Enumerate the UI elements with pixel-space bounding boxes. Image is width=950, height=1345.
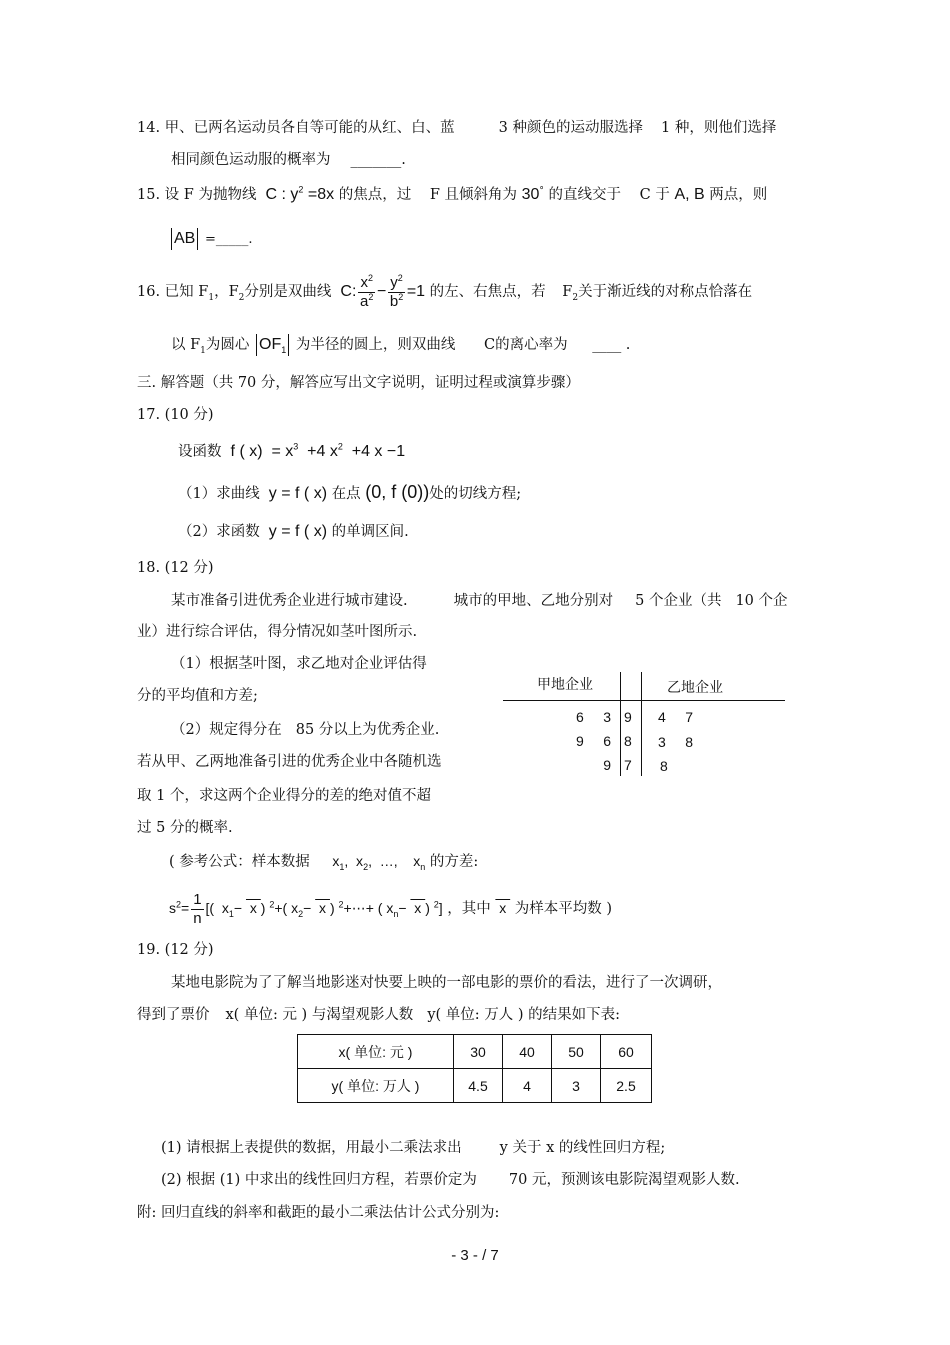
table-row-label: x( 单位: 元 ) [298,1035,454,1069]
table-cell: 3 [552,1069,601,1103]
q18-line5: （2）规定得分在 85 分以上为优秀企业. [171,722,440,738]
q15-line1: 15. 设 F 为抛物线 C : $y^2 =8x$ 的焦点，过 F 且倾斜角为 30° 的直线交于 C 于 A, B 两点，则 [137,184,768,203]
q14-line1: 14. 甲、已两名运动员各自等可能的从红、白、蓝 3 种颜色的运动服选择 1 种，则他们选择 [137,120,777,136]
table-cell: 40 [503,1035,552,1069]
q17-function: 设函数 f ( $x) = x^3 +4$ $x^2 +4$ x −1 [178,441,406,460]
q15-line2: AB =_____. [169,228,252,250]
stem-leaf-row-stem: 7 [624,757,632,773]
q17-part1: （1）求曲线 y = f ( x) 在点 (0, f (0))处的切线方程; [178,482,522,502]
stem-leaf-row-left: 9 6 [575,733,611,749]
table-row [298,1069,652,1103]
price-viewers-table [297,1034,652,1103]
table-row-label: y( 单位: 万人 ) [298,1069,454,1103]
q18-heading: 18. (12 分) [137,560,214,576]
section-3-heading: 三. 解答题（共 70 分，解答应写出文字说明，证明过程或演算步骤） [137,375,580,391]
stem-leaf-row-left: 9 [603,757,611,773]
variance-formula: $s^2=$ $\frac{1}{n}$ [( $x_1- x$ ) $^2$+( $x_2- x$ ) $^2$+⋯+ ( $x_n- x$ ) $^2$] ，其中 x 为样本平均数 ) [169,890,613,927]
q18-line2: 业）进行综合评估，得分情况如茎叶图所示. [137,624,418,640]
stem-leaf-row-left: 6 3 [575,709,611,725]
q18-reference: ( 参考公式：样本数据 $x_1$, $x_2$, …, $x_n$ 的方差: [169,853,479,872]
stem-leaf-left-header: 甲地企业 [537,676,593,692]
q19-part1: (1) 请根据上表提供的数据，用最小二乘法求出 y 关于 x 的线性回归方程; [161,1140,666,1156]
table-cell: 50 [552,1035,601,1069]
q19-appendix: 附: 回归直线的斜率和截距的最小二乘法估计公式分别为: [137,1205,500,1221]
table-cell: 2.5 [601,1069,652,1103]
q19-part2: (2) 根据 (1) 中求出的线性回归方程，若票价定为 70 元，预测该电影院渴望观影人数. [161,1172,740,1188]
q17-heading: 17. (10 分) [137,407,214,423]
q19-heading: 19. (12 分) [137,942,214,958]
stem-leaf-row-right: 3 8 [658,734,694,750]
stem-leaf-row-right: 8 [660,758,668,774]
table-cell: 60 [601,1035,652,1069]
q16-line1: 16. 已知 $F_1$，$F_2$分别是双曲线 C: $\frac{x^2}{a^2}$ − $\frac{y^2}{b^2}$ =1 的左、右焦点，若 $F_2$关于渐近线的对称点恰落在 [137,272,753,310]
q18-line6: 若从甲、乙两地准备引进的优秀企业中各随机选 [137,754,442,770]
table-cell: 30 [454,1035,503,1069]
q14-line2: 相同颜色运动服的概率为 _______. [171,152,406,168]
stem-leaf-right-header: 乙地企业 [667,679,723,695]
q18-line4: 分的平均值和方差; [137,688,258,704]
q19-line2: 得到了票价 x( 单位: 元 ) 与渴望观影人数 y( 单位: 万人 ) 的结果如下表: [137,1007,621,1023]
table-cell: 4 [503,1069,552,1103]
stem-leaf-row-stem: 8 [624,733,632,749]
stem-leaf-row-stem: 9 [624,709,632,725]
q18-line3: （1）根据茎叶图，求乙地对企业评估得 [171,656,427,672]
q16-line2: 以 $F_1$为圆心 $OF_1$ 为半径的圆上，则双曲线 C的离心率为 ____ . [171,336,631,356]
page-number: - 3 - / 7 [451,1247,499,1264]
q18-line7: 取 1 个，求这两个企业得分的差的绝对值不超 [137,788,431,804]
parabola-equation: C : $y^2 =8x$ [261,184,335,203]
q18-line8: 过 5 分的概率. [137,820,233,836]
stem-leaf-plot [503,668,785,778]
hyperbola-equation: C: [335,283,357,300]
q18-line1: 某市准备引进优秀企业进行城市建设. 城市的甲地、乙地分别对 5 个企业（共 10 个企 [171,593,788,609]
q19-line1: 某地电影院为了了解当地影迷对快要上映的一部电影的票价的看法，进行了一次调研， [171,975,722,991]
table-row [298,1035,652,1069]
q17-part2: （2）求函数 y = f ( x) 的单调区间. [178,523,409,540]
stem-leaf-row-right: 4 7 [658,709,694,725]
table-cell: 4.5 [454,1069,503,1103]
